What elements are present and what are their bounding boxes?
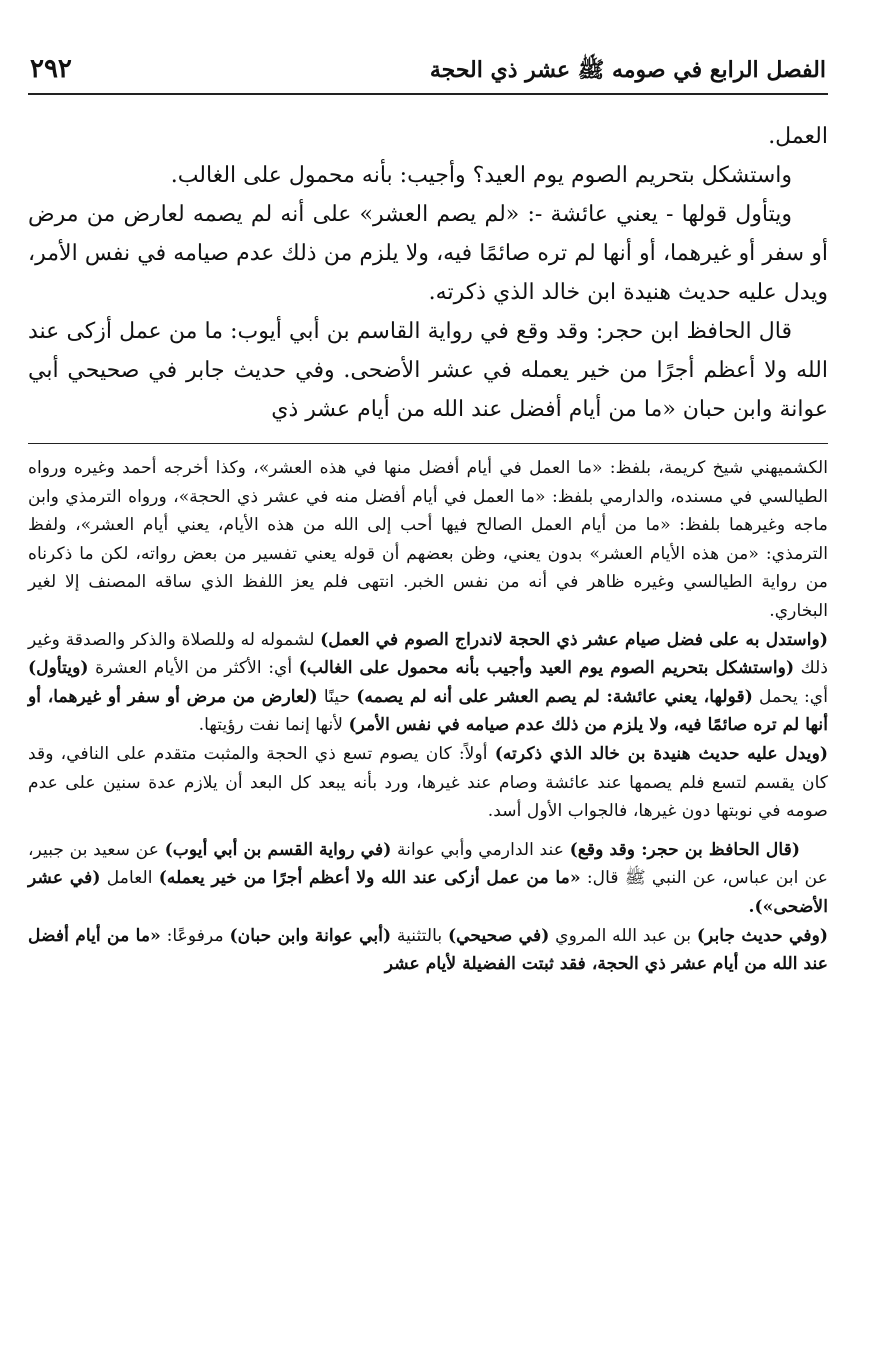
commentary-paragraph: الكشميهني شيخ كريمة، بلفظ: «ما العمل في أيام أفضل منها في هذه العشر»، وكذا أخرجه أحمد وغيره ورواه الطيالسي في مسنده، والدارمي بلفظ: «ما العمل في أيام أفضل منه في عشر ذي الحجة»، ورواه الترمذي وابن ماجه وغيرهما بلفظ: «ما من أيام العمل الصالح فيها أحب إلى الله من هذه الأيام، يعني أيام العشر»، ولفظ الترمذي: «من هذه الأيام العشر» بدون يعني، وظن بعضهم أن قوله يعني تفسير من بعض رواته، لكن ما ذكرناه من رواية الطيالسي وغيره ظاهر في أنه من نفس الخبر. انتهى فلم يعز اللفظ الذي ساقه المصنف إلا لغير البخاري. <box>28 458 828 621</box>
separator-line <box>28 443 828 444</box>
comment-text: أولاً: كان يصوم تسع ذي الحجة والمثبت متقدم على النافي، وقد كان يقسم لتسع فلم يصمها عند عائشة وصام عند غيرها، ورد بأنه يبعد كل البعد أن يلازم عدة سنين على عدم صومه في نوبتها دون غيرها، فالجواب الأول أسد. <box>28 743 828 822</box>
quoted-text: (ويتأول) <box>28 658 89 679</box>
quoted-text: (في رواية القسم بن أبي أيوب) <box>164 839 392 860</box>
comment-text: بالتثنية <box>391 925 448 946</box>
comment-text: عن سعيد بن جبير، عن ابن عباس، عن النبي ﷺ قال: <box>28 839 828 889</box>
quoted-text: «ما من أيام أفضل عند الله من أيام عشر ذي الحجة، فقد ثبتت الفضيلة لأيام عشر <box>28 925 828 975</box>
comment-text: لأنها إنما نفت رؤيتها. <box>198 715 349 736</box>
document-page <box>28 52 828 979</box>
main-paragraph: العمل. <box>768 124 828 149</box>
quoted-text: (أبي عوانة وابن حبان) <box>229 925 392 946</box>
comment-text: بن عبد الله المروي <box>549 925 697 946</box>
comment-text: حينًا <box>317 686 357 707</box>
comment-text: أي: يحمل <box>752 686 828 707</box>
quoted-text: (واستشكل بتحريم الصوم يوم العيد وأجيب بأنه محمول على الغالب) <box>298 658 795 679</box>
main-text-block <box>28 117 828 429</box>
commentary-paragraph <box>28 922 828 979</box>
commentary-paragraph <box>28 740 828 826</box>
quoted-text: (وفي حديث جابر) <box>696 925 829 946</box>
quoted-text: (في صحيحي) <box>447 925 550 946</box>
quoted-text: (في عشر الأضحى»). <box>28 868 828 917</box>
comment-text: أي: الأكثر من الأيام العشرة <box>88 658 299 679</box>
comment-text: مرفوعًا: <box>160 925 230 946</box>
main-paragraph: واستشكل بتحريم الصوم يوم العيد؟ وأجيب: بأنه محمول على الغالب. <box>170 163 792 188</box>
comment-text: العامل <box>100 868 159 889</box>
quoted-text: (ويدل عليه حديث هنيدة بن خالد الذي ذكرته) <box>494 743 829 764</box>
page-header <box>28 52 828 95</box>
comment-text: لشموله له وللصلاة والذكر والصدقة وغير ذلك <box>28 629 828 679</box>
chapter-title: الفصل الرابع في صومه ﷺ عشر ذي الحجة <box>429 57 826 83</box>
commentary-paragraph <box>28 626 828 740</box>
quoted-text: (واستدل به على فضل صيام عشر ذي الحجة لاندراج الصوم في العمل) <box>320 629 828 650</box>
commentary-block <box>28 454 828 979</box>
quoted-text: «ما من عمل أزكى عند الله ولا أعظم أجرًا من خير يعمله) <box>158 868 581 889</box>
comment-text: عند الدارمي وأبي عوانة <box>391 839 570 860</box>
quoted-text: (قال الحافظ بن حجر: وقد وقع) <box>569 839 800 860</box>
quoted-text: (قولها، يعني عائشة: لم يصم العشر على أنه لم يصمه) <box>356 686 753 707</box>
quoted-text: (لعارض من مرض أو سفر أو غيرهما، أو أنها لم تره صائمًا فيه، ولا يلزم من ذلك عدم صيامه في نفس الأمر) <box>28 686 828 736</box>
main-paragraph: ويتأول قولها - يعني عائشة -: «لم يصم العشر» على أنه لم يصمه لعارض من مرض أو سفر أو غيرهما، أو أنها لم تره صائمًا فيه، ولا يلزم من ذلك عدم صيامه في نفس الأمر، ويدل عليه حديث هنيدة ابن خالد الذي ذكرته. <box>28 202 828 305</box>
commentary-paragraph <box>28 836 828 922</box>
main-paragraph: قال الحافظ ابن حجر: وقد وقع في رواية القاسم بن أبي أيوب: ما من عمل أزكى عند الله ولا أعظم أجرًا من خير يعمله في عشر الأضحى. وفي حديث جابر في صحيحي أبي عوانة وابن حبان «ما من أيام أفضل عند الله من أيام عشر ذي <box>28 319 828 422</box>
page-number: ٢٩٢ <box>30 54 72 84</box>
